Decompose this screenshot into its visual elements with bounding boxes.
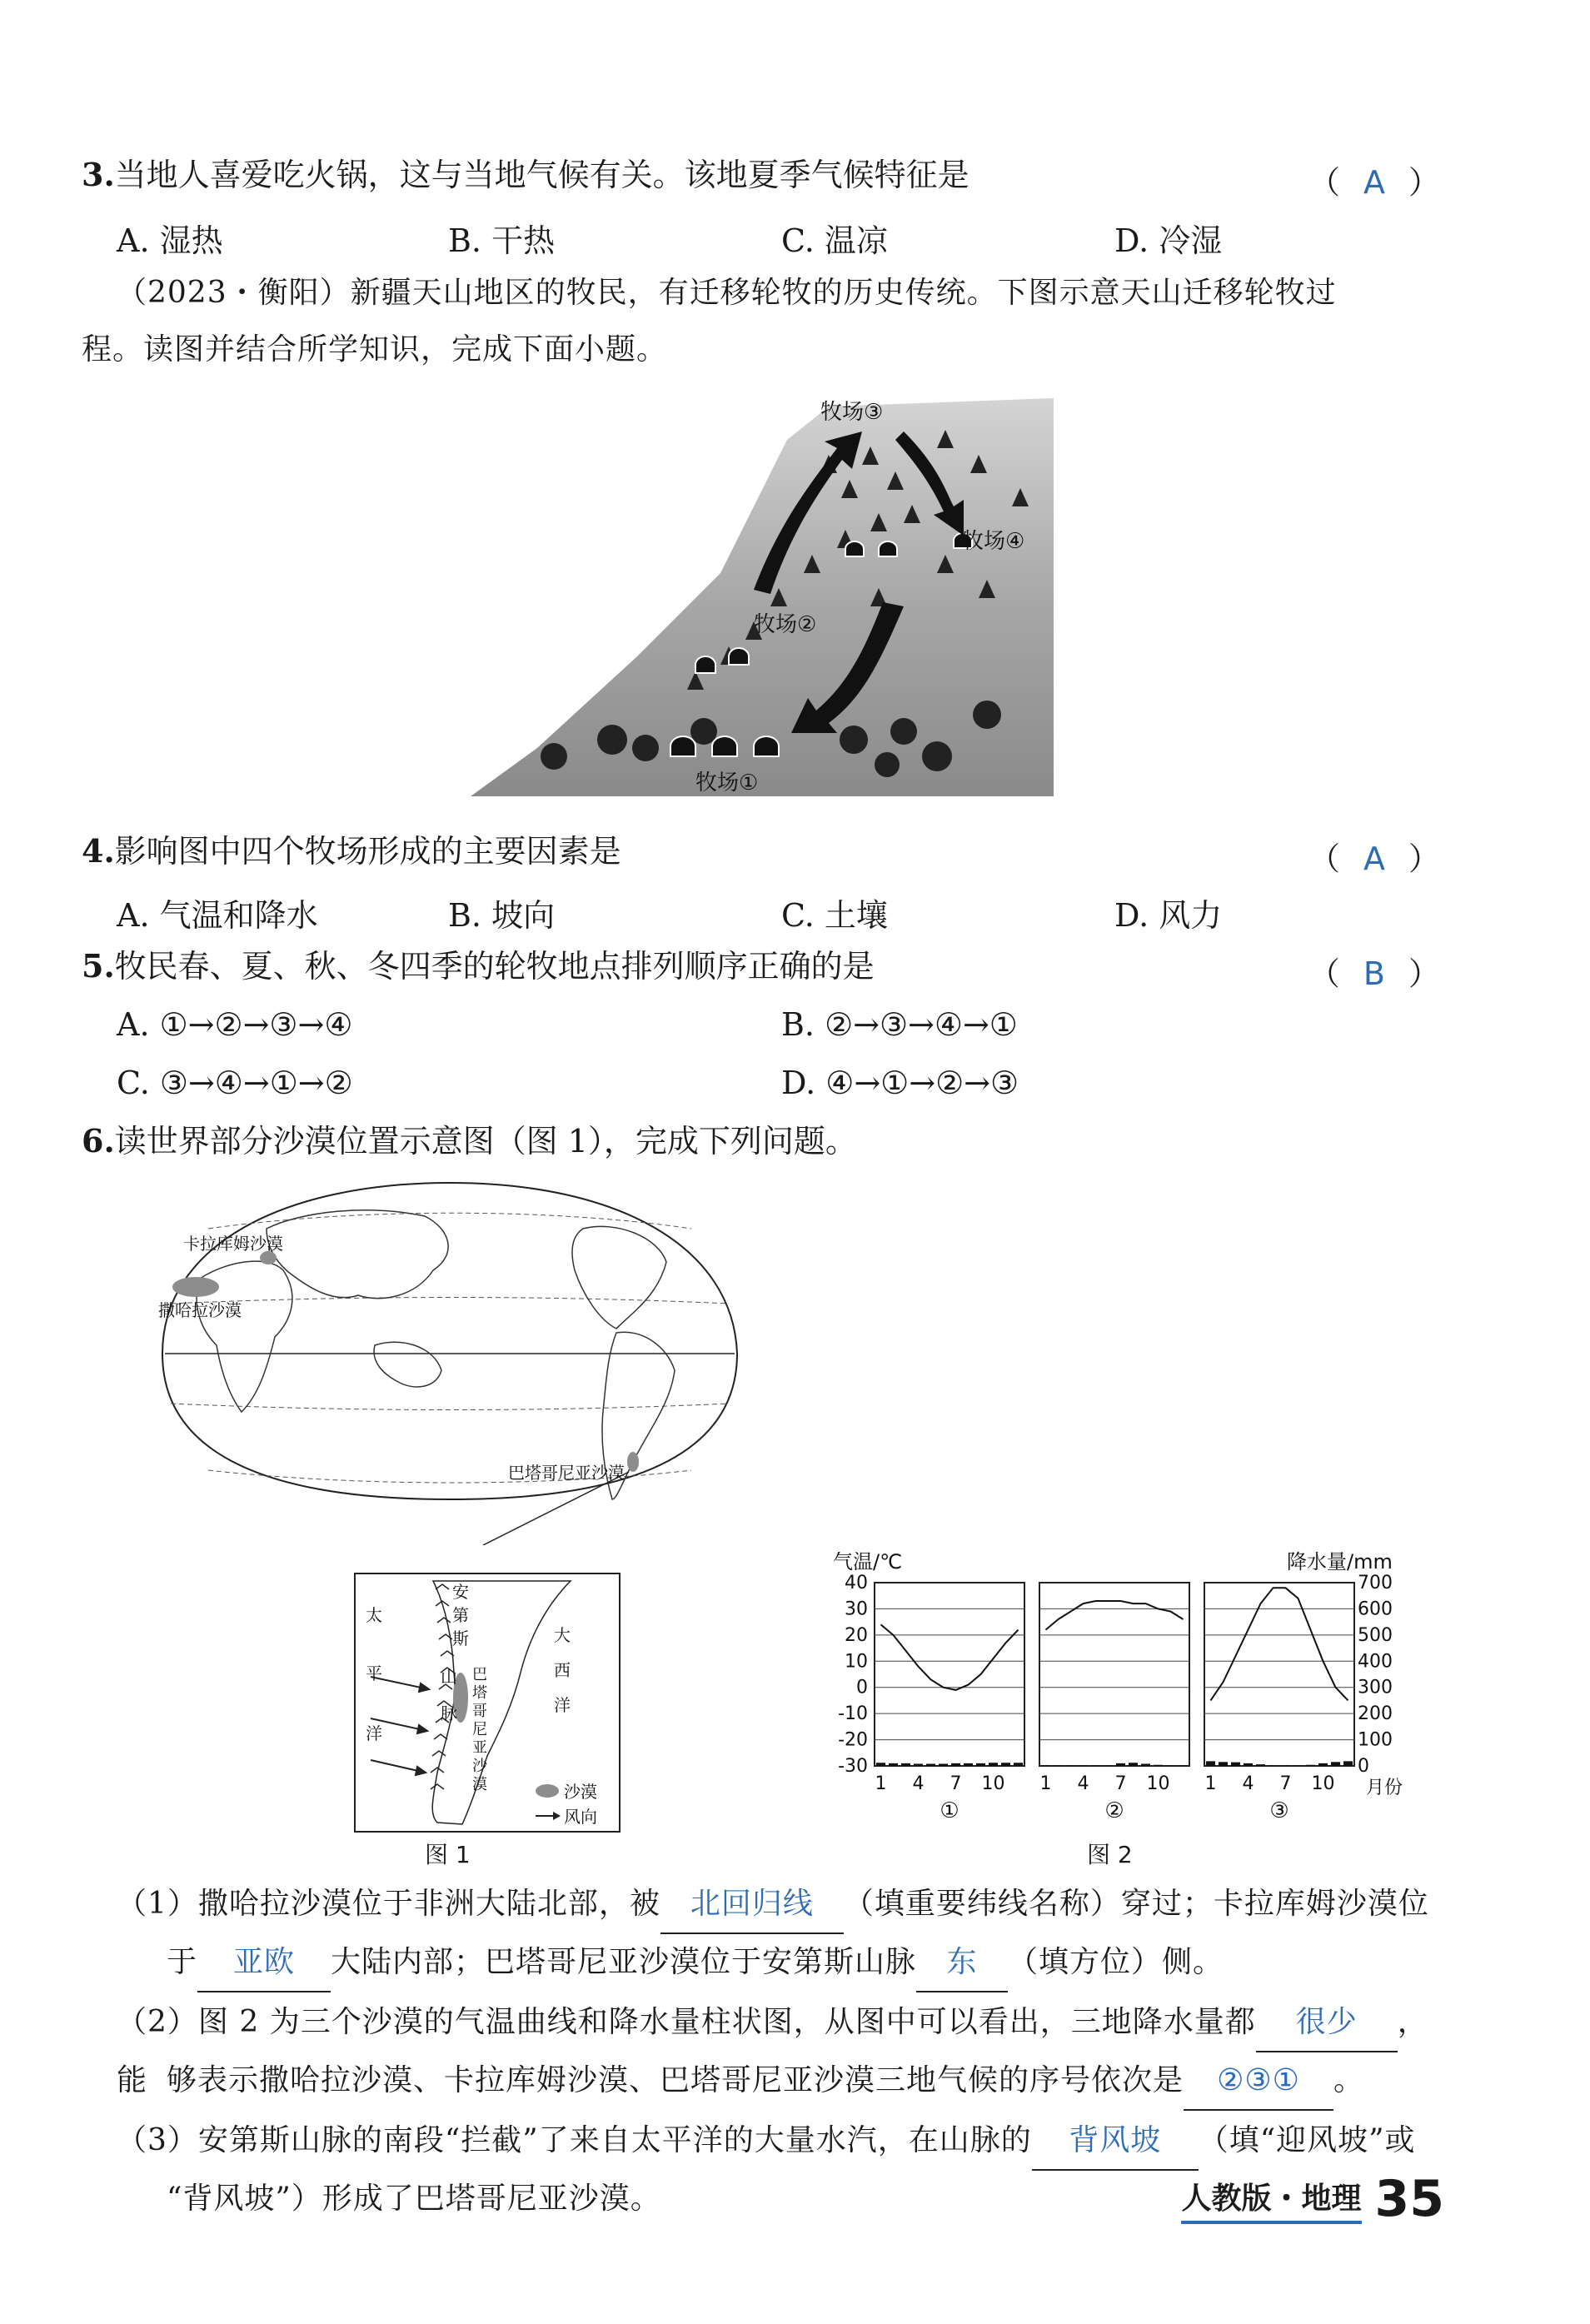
- q3-option-c: C. 温凉: [781, 222, 888, 259]
- precip-bar: [926, 1763, 935, 1766]
- q4-stem: [82, 833, 621, 870]
- pasture-2-label: 牧场②: [754, 612, 817, 637]
- q5-option-d: D. ④→①→②→③: [781, 1065, 1019, 1101]
- precip-bar: [1166, 1765, 1175, 1766]
- x-tick-label: 4: [912, 1773, 925, 1794]
- svg-text:巴: 巴: [472, 1666, 487, 1683]
- precip-bar: [939, 1763, 948, 1766]
- q3-option-d: D. 冷湿: [1114, 222, 1223, 259]
- x-tick-label: 7: [950, 1773, 962, 1794]
- precip-bar: [976, 1763, 985, 1766]
- legend-desert-label: 沙漠: [564, 1782, 597, 1802]
- sub1-line-2: 于 亚欧 大陆内部；巴塔哥尼亚沙漠位于安第斯山脉 东 （填方位）侧。: [167, 1934, 1449, 1992]
- page-number: 35: [1374, 2170, 1444, 2228]
- q4-option-b: B. 坡向: [448, 897, 556, 934]
- andes-char-3: 斯: [452, 1628, 469, 1648]
- precip-bar: [1206, 1761, 1215, 1766]
- sahara-desert-mark: [172, 1277, 219, 1297]
- q3-number: 3.: [82, 156, 115, 193]
- temperature-line: [1046, 1601, 1184, 1630]
- svg-text:哥: 哥: [472, 1703, 487, 1720]
- precip-bar: [1079, 1765, 1088, 1766]
- precip-bar: [914, 1763, 923, 1766]
- q6-stem: [82, 1123, 857, 1160]
- legend-desert-swatch: [536, 1784, 559, 1798]
- q5-option-b: B. ②→③→④→①: [781, 1006, 1018, 1043]
- q5-option-c: C. ③→④→①→②: [117, 1065, 353, 1101]
- y-right-tick-label: 400: [1358, 1651, 1393, 1673]
- precip-bar: [1104, 1765, 1113, 1766]
- sub1-line-1: （1）撒哈拉沙漠位于非洲大陆北部，被 北回归线 （填重要纬线名称）穿过；卡拉库姆沙漠位: [117, 1876, 1449, 1934]
- q4-answer-letter: A: [1363, 840, 1385, 877]
- precip-bar: [1293, 1765, 1303, 1766]
- q4-answer: （ A ）: [1308, 840, 1440, 877]
- andes-char-1: 安: [452, 1582, 469, 1602]
- intro-line-2: 程。读图并结合所学知识，完成下面小题。: [82, 332, 668, 367]
- precip-bar: [1054, 1765, 1063, 1766]
- sub3-line-1: （3）安第斯山脉的南段“拦截”了来自太平洋的大量水汽，在山脉的 背风坡 （填“迎风坡”或: [117, 2112, 1449, 2171]
- sub3-line-2: “背风坡”）形成了巴塔哥尼亚沙漠。: [167, 2182, 661, 2216]
- y-left-tick-label: 0: [856, 1677, 868, 1698]
- x-tick-label: 4: [1077, 1773, 1089, 1794]
- figure-2-caption: 图 2: [1087, 1841, 1133, 1868]
- pasture-4-label: 牧场④: [962, 529, 1025, 554]
- chart-ylabel-left: 气温/℃: [833, 1550, 903, 1573]
- svg-text:塔: 塔: [472, 1684, 487, 1702]
- page-footer: [1181, 2170, 1444, 2228]
- precip-bar: [1244, 1763, 1253, 1766]
- climate-panels: [875, 1583, 1354, 1823]
- q4-number: 4.: [82, 832, 115, 870]
- q6-number: 6.: [82, 1122, 115, 1160]
- figure-1-caption: 图 1: [425, 1841, 471, 1868]
- precip-bar: [989, 1763, 998, 1766]
- y-right-ticks: [1358, 1573, 1393, 1777]
- andes-char-4: 山: [441, 1667, 457, 1687]
- q3-stem: [82, 157, 969, 193]
- x-tick-label: 10: [1146, 1773, 1170, 1794]
- precip-bar: [1091, 1765, 1100, 1766]
- y-right-tick-label: 200: [1358, 1703, 1393, 1725]
- y-left-tick-label: 10: [845, 1651, 868, 1673]
- sub1-answer-2: 亚欧: [197, 1934, 331, 1992]
- svg-text:尼: 尼: [472, 1721, 487, 1738]
- y-right-tick-label: 700: [1358, 1573, 1393, 1593]
- precip-bar: [1001, 1763, 1010, 1766]
- precip-bar: [1154, 1765, 1163, 1766]
- svg-text:漠: 漠: [472, 1776, 487, 1793]
- x-tick-label: 1: [1204, 1773, 1217, 1794]
- temperature-line: [1211, 1588, 1348, 1700]
- chart-ylabel-right: 降水量/mm: [1287, 1550, 1393, 1573]
- pasture-1-label: 牧场①: [695, 771, 759, 795]
- precip-bar: [1141, 1763, 1150, 1766]
- y-left-tick-label: 20: [845, 1624, 868, 1646]
- q3-text: 当地人喜爱吃火锅，这与当地气候有关。该地夏季气候特征是: [114, 157, 969, 193]
- temperature-line: [881, 1624, 1019, 1690]
- q5-number: 5.: [82, 947, 115, 985]
- world-map: [150, 1179, 750, 1545]
- patagonia-label: 巴塔哥尼亚沙漠: [508, 1463, 625, 1483]
- footer-brand: 人教版・地理: [1181, 2175, 1361, 2224]
- x-tick-label: 7: [1114, 1773, 1127, 1794]
- sub2-line-1: （2）图 2 为三个沙漠的气温曲线和降水量柱状图，从图中可以看出，三地降水量都 很少 ，能: [117, 1994, 1449, 2109]
- inset-map: [354, 1573, 621, 1833]
- x-tick-label: 1: [1039, 1773, 1052, 1794]
- q3-answer: （ A ）: [1308, 164, 1440, 201]
- precip-bar: [964, 1763, 973, 1766]
- map-frame: [162, 1183, 737, 1499]
- precip-bar: [1281, 1765, 1290, 1766]
- climate-chart: [825, 1545, 1424, 1833]
- q5-answer-letter: B: [1363, 955, 1385, 992]
- precip-bar: [951, 1763, 960, 1766]
- x-tick-label: 4: [1242, 1773, 1254, 1794]
- sub1-answer-1: 北回归线: [660, 1876, 844, 1934]
- q5-stem: [82, 948, 875, 985]
- andes-char-5: 脉: [441, 1703, 457, 1723]
- intro-line-1: （2023・衡阳）新疆天山地区的牧民，有迁移轮牧的历史传统。下图示意天山迁移轮牧过: [117, 276, 1337, 310]
- patagonia-vertical-label: [472, 1666, 488, 1793]
- q5-answer: （ B ）: [1308, 955, 1440, 992]
- precip-bar: [1306, 1765, 1315, 1766]
- sub2-answer-2: ②③①: [1184, 2052, 1333, 2111]
- x-tick-label: 1: [875, 1773, 887, 1794]
- q3-answer-letter: A: [1363, 164, 1385, 201]
- q5-option-a: A. ①→②→③→④: [117, 1006, 353, 1043]
- panel-label: ③: [1269, 1798, 1289, 1823]
- y-left-tick-label: -20: [838, 1729, 868, 1751]
- precip-bar: [1014, 1763, 1023, 1766]
- sub3-answer-1: 背风坡: [1032, 2112, 1199, 2171]
- precip-bar: [1318, 1763, 1328, 1766]
- precip-bar: [1179, 1765, 1188, 1766]
- q5-text: 牧民春、夏、秋、冬四季的轮牧地点排列顺序正确的是: [114, 948, 875, 985]
- legend-wind-label: 风向: [564, 1807, 597, 1827]
- atlantic-char-2: 西: [554, 1660, 571, 1680]
- karakum-label: 卡拉库姆沙漠: [183, 1234, 283, 1254]
- precip-bar: [1269, 1765, 1278, 1766]
- pacific-char-2: 平: [366, 1663, 382, 1683]
- pasture-3-label: 牧场③: [820, 400, 884, 425]
- q4-text: 影响图中四个牧场形成的主要因素是: [114, 833, 621, 870]
- sub2-line-2: 够表示撒哈拉沙漠、卡拉库姆沙漠、巴塔哥尼亚沙漠三地气候的序号依次是 ②③① 。: [167, 2052, 1449, 2111]
- pacific-char-3: 洋: [366, 1723, 382, 1743]
- precip-bar: [901, 1763, 910, 1766]
- atlantic-char-1: 大: [554, 1625, 571, 1645]
- x-tick-label: 10: [1311, 1773, 1335, 1794]
- x-tick-label: 7: [1279, 1773, 1292, 1794]
- svg-text:亚: 亚: [472, 1739, 487, 1757]
- climate-panel-frame: [875, 1583, 1024, 1766]
- y-left-tick-label: -10: [838, 1703, 868, 1725]
- precip-bar: [1066, 1765, 1075, 1766]
- q4-option-a: A. 气温和降水: [117, 897, 318, 934]
- sub2-answer-1: 很少: [1256, 1994, 1398, 2052]
- x-tick-label: 10: [981, 1773, 1005, 1794]
- y-left-tick-label: 40: [845, 1573, 868, 1593]
- patagonia-desert-mark: [627, 1452, 639, 1472]
- precip-bar: [1219, 1762, 1228, 1766]
- precip-bar: [876, 1763, 885, 1766]
- precip-bar: [1231, 1763, 1240, 1766]
- precip-bar: [1041, 1765, 1050, 1766]
- precip-bar: [1116, 1763, 1125, 1766]
- q4-option-d: D. 风力: [1114, 897, 1223, 934]
- panel-label: ②: [1104, 1798, 1124, 1823]
- precip-bar: [1129, 1763, 1138, 1766]
- y-left-tick-label: -30: [838, 1756, 868, 1777]
- panel-label: ①: [940, 1798, 959, 1823]
- y-left-tick-label: 30: [845, 1598, 868, 1620]
- y-right-tick-label: 0: [1358, 1756, 1369, 1777]
- q3-option-a: A. 湿热: [117, 222, 223, 259]
- q6-text: 读世界部分沙漠位置示意图（图 1），完成下列问题。: [114, 1123, 857, 1160]
- y-left-ticks: [838, 1573, 868, 1777]
- andes-char-2: 第: [452, 1605, 469, 1625]
- precip-bar: [889, 1763, 898, 1766]
- q4-option-c: C. 土壤: [781, 897, 888, 934]
- chart-xlabel: 月份: [1366, 1778, 1403, 1798]
- y-right-tick-label: 600: [1358, 1598, 1393, 1620]
- sub1-answer-3: 东: [916, 1934, 1008, 1992]
- y-right-tick-label: 500: [1358, 1624, 1393, 1646]
- q3-option-b: B. 干热: [448, 222, 556, 259]
- atlantic-char-3: 洋: [554, 1695, 571, 1715]
- y-right-tick-label: 300: [1358, 1677, 1393, 1698]
- precip-bar: [1343, 1761, 1353, 1766]
- pacific-char-1: 太: [366, 1605, 382, 1625]
- precip-bar: [1331, 1762, 1340, 1766]
- sahara-label: 撒哈拉沙漠: [158, 1300, 242, 1320]
- precip-bar: [1256, 1764, 1265, 1766]
- svg-text:沙: 沙: [472, 1758, 487, 1775]
- pasture-figure: [471, 390, 1062, 798]
- y-right-tick-label: 100: [1358, 1729, 1393, 1751]
